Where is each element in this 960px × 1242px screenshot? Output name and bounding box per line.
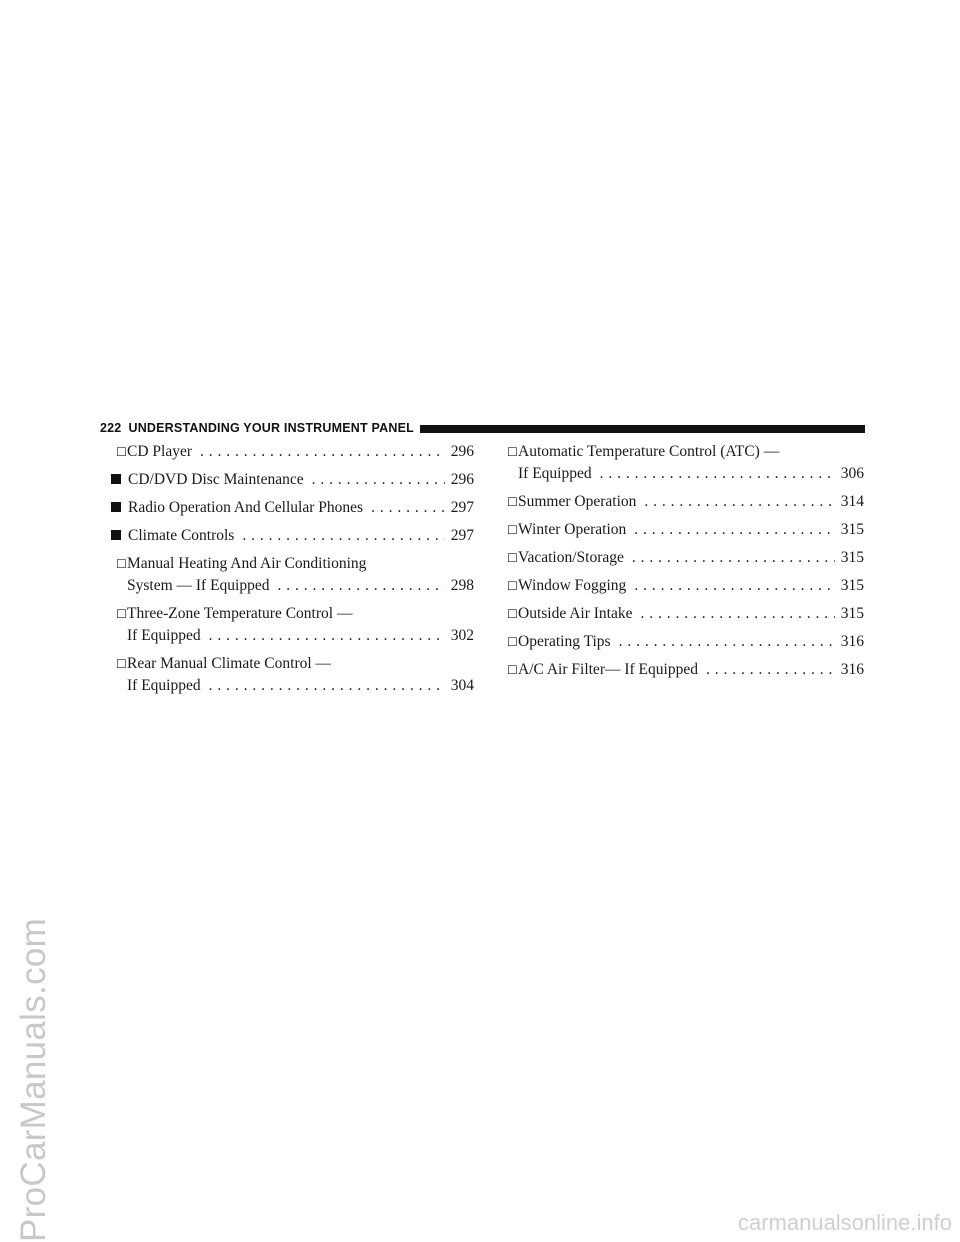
dot-leader bbox=[619, 631, 835, 653]
toc-entry-title: If Equipped bbox=[518, 465, 592, 482]
toc-page-number: 315 bbox=[840, 521, 864, 538]
toc-entry[interactable] bbox=[507, 631, 864, 653]
toc-entry[interactable] bbox=[507, 547, 864, 569]
dot-leader bbox=[641, 603, 835, 625]
hollow-square-bullet-icon: ☐ bbox=[116, 607, 127, 621]
toc-entry[interactable] bbox=[111, 441, 474, 463]
toc-entry-title: Winter Operation bbox=[518, 521, 627, 538]
toc-page-number: 316 bbox=[840, 661, 864, 678]
toc-entry-title: Climate Controls bbox=[128, 527, 235, 544]
toc-page-number: 296 bbox=[450, 471, 474, 488]
filled-square-bullet-icon bbox=[111, 497, 128, 519]
toc-page-number: 297 bbox=[450, 527, 474, 544]
filled-square-bullet-icon bbox=[111, 525, 128, 547]
hollow-square-bullet-icon: ☐ bbox=[507, 635, 518, 649]
side-watermark: ProCarManuals.com bbox=[14, 917, 53, 1242]
toc-entry-title-line: Manual Heating And Air Conditioning bbox=[127, 555, 367, 572]
toc-entry-title: If Equipped bbox=[127, 677, 201, 694]
section-title: UNDERSTANDING YOUR INSTRUMENT PANEL bbox=[128, 421, 414, 435]
page-header bbox=[100, 419, 865, 437]
toc-entry[interactable] bbox=[111, 525, 474, 547]
hollow-square-bullet-icon: ☐ bbox=[507, 579, 518, 593]
hollow-square-bullet-icon: ☐ bbox=[116, 557, 127, 571]
hollow-square-bullet-icon: ☐ bbox=[507, 551, 518, 565]
header-rule bbox=[420, 425, 865, 433]
page-number: 222 bbox=[100, 421, 122, 435]
toc-page-number: 302 bbox=[450, 627, 474, 644]
dot-leader bbox=[242, 525, 444, 547]
toc-entry[interactable] bbox=[507, 441, 864, 485]
toc-entry[interactable] bbox=[111, 653, 474, 697]
toc-page-number: 315 bbox=[840, 605, 864, 622]
hollow-square-bullet-icon: ☐ bbox=[507, 523, 518, 537]
dot-leader bbox=[209, 625, 445, 647]
toc-entry-title: CD Player bbox=[127, 443, 193, 460]
dot-leader bbox=[278, 575, 445, 597]
footer-watermark: carmanualsonline.info bbox=[737, 1210, 952, 1235]
toc-entry-title: Vacation/Storage bbox=[518, 549, 624, 566]
toc-right-column bbox=[507, 441, 864, 687]
toc-entry-title: System — If Equipped bbox=[127, 577, 270, 594]
toc-entry-title: If Equipped bbox=[127, 627, 201, 644]
filled-square-bullet-icon bbox=[111, 469, 128, 491]
toc-entry-title: Operating Tips bbox=[518, 633, 611, 650]
toc-entry-title-line: Three-Zone Temperature Control — bbox=[127, 605, 353, 622]
toc-entry-title-line: Automatic Temperature Control (ATC) — bbox=[518, 443, 780, 460]
dot-leader bbox=[634, 575, 834, 597]
toc-page-number: 304 bbox=[450, 677, 474, 694]
dot-leader bbox=[632, 547, 835, 569]
hollow-square-bullet-icon: ☐ bbox=[116, 445, 127, 459]
hollow-square-bullet-icon: ☐ bbox=[507, 607, 518, 621]
hollow-square-bullet-icon: ☐ bbox=[507, 445, 518, 459]
hollow-square-bullet-icon: ☐ bbox=[116, 657, 127, 671]
toc-entry-title: Outside Air Intake bbox=[518, 605, 633, 622]
toc-page-number: 297 bbox=[450, 499, 474, 516]
toc-page-number: 298 bbox=[450, 577, 474, 594]
toc-entry[interactable] bbox=[111, 497, 474, 519]
hollow-square-bullet-icon: ☐ bbox=[507, 663, 518, 677]
toc-page-number: 315 bbox=[840, 549, 864, 566]
toc-entry-title: Summer Operation bbox=[518, 493, 637, 510]
toc-page-number: 315 bbox=[840, 577, 864, 594]
dot-leader bbox=[600, 463, 835, 485]
toc-entry-title: CD/DVD Disc Maintenance bbox=[128, 471, 304, 488]
dot-leader bbox=[312, 469, 445, 491]
toc-entry-title-line: Rear Manual Climate Control — bbox=[127, 655, 332, 672]
hollow-square-bullet-icon: ☐ bbox=[507, 495, 518, 509]
toc-entry[interactable] bbox=[507, 491, 864, 513]
toc-page-number: 306 bbox=[840, 465, 864, 482]
toc-entry-title: Window Fogging bbox=[518, 577, 627, 594]
toc-entry-title: A/C Air Filter— If Equipped bbox=[518, 661, 698, 678]
toc-page-number: 314 bbox=[840, 493, 864, 510]
dot-leader bbox=[200, 441, 445, 463]
toc-entry[interactable] bbox=[111, 469, 474, 491]
toc-entry[interactable] bbox=[507, 575, 864, 597]
toc-entry[interactable] bbox=[111, 603, 474, 647]
dot-leader bbox=[634, 519, 834, 541]
dot-leader bbox=[371, 497, 445, 519]
toc-entry[interactable] bbox=[507, 603, 864, 625]
toc-entry[interactable] bbox=[111, 553, 474, 597]
dot-leader bbox=[644, 491, 834, 513]
toc-entry-title: Radio Operation And Cellular Phones bbox=[128, 499, 364, 516]
toc-page-number: 296 bbox=[450, 443, 474, 460]
toc-page-number: 316 bbox=[840, 633, 864, 650]
dot-leader bbox=[209, 675, 445, 697]
toc-entry[interactable] bbox=[507, 659, 864, 681]
toc-left-column bbox=[111, 441, 474, 703]
dot-leader bbox=[706, 659, 835, 681]
toc-entry[interactable] bbox=[507, 519, 864, 541]
